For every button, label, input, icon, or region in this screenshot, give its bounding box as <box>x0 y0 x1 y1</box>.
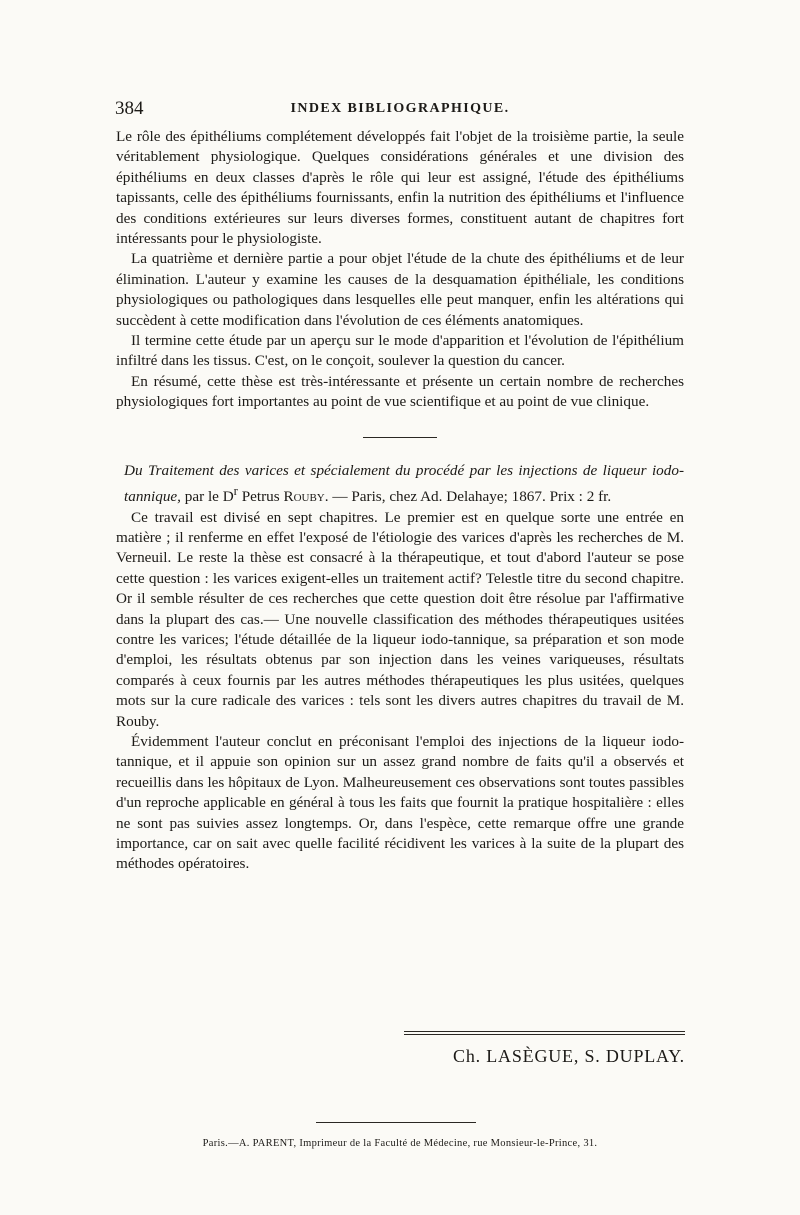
paragraph: La quatrième et dernière partie a pour objet l'étude de la chute des épithéliums et de leur élimination. L'auteur y examine les causes de la desquamation épithéliale, les conditions physiologiques ou pathologiques dans lesquelles elle peut manquer, enfin les altérations qui succèdent à cette modification dans l'évolution de ces éléments anatomiques. <box>116 250 684 329</box>
citation-superscript: r <box>233 484 238 499</box>
paragraph: Ce travail est divisé en sept chapitres. Le premier est en quelque sorte une entrée en matière ; il renferme en effet l'exposé de l'étiologie des varices d'après les recherches de M. Verneuil. Le reste la thèse est consacré à la thérapeutique, et tout d'abord l'auteur se pose cette question : les varices exigent-elles un traitement actif? Telestle titre du second chapitre. Or il semble résulter de ces recherches que cette question doit être résolue par l'affirmative dans la plupart des cas.— Une nouvelle classification des méthodes thérapeutiques usitées contre les varices; l'étude détaillée de la liqueur iodo-tannique, sa préparation et son mode d'emploi, les résultats obtenus par son injection dans les veines variqueuses, résultats comparés à ceux fournis par les autres méthodes thérapeutiques les plus usitées, quelques mots sur la cure radicale des varices : tels sont les divers autres chapitres du travail de M. Rouby. <box>116 508 684 730</box>
paragraph: Le rôle des épithéliums complétement développés fait l'objet de la troisième partie, la seule véritablement physiologique. Quelques considérations générales et une division des épithéliums en deux classes d'après le rôle qui leur est assigné, l'étude des épithéliums tapissants, celle des épithéliums fournissants, enfin la nutrition des épithéliums et l'influence des conditions extérieures sur leurs diverses formes, constituent autant de chapitres fort intéressants pour le physiologiste. <box>116 128 684 248</box>
citation-author-last: Rouby <box>283 488 325 506</box>
citation <box>116 461 684 508</box>
paragraph: Évidemment l'auteur conclut en préconisant l'emploi des injections de la liqueur iodo-tannique, et il appuie son opinion sur un assez grand nombre de faits qu'il a observés et recueillis dans les hôpitaux de Lyon. Malheureusement ces observations sont toutes passibles d'un reproche applicable en général à tous les faits que fournit la pratique hospitalière : elles ne sont pas suivies assez longtemps. Or, dans l'espèce, cette remarque offre une grande importance, car on sait avec quelle facilité récidivent les varices à la suite de la plupart des méthodes opératoires. <box>116 733 684 873</box>
paragraph: Il termine cette étude par un aperçu sur le mode d'apparition et l'évolution de l'épithélium infiltré dans les tissus. C'est, on le conçoit, soulever la question du cancer. <box>116 332 684 370</box>
paragraph: En résumé, cette thèse est très-intéressante et présente un certain nombre de recherches physiologiques fort importantes au point de vue scientifique et au point de vue clinique. <box>116 372 684 411</box>
page-number: 384 <box>115 98 144 119</box>
citation-by: par le D <box>180 488 234 506</box>
citation-publisher: . — Paris, chez Ad. Delahaye; 1867. Prix : 2 fr. <box>324 488 612 506</box>
citation-title: Du Traitement des varices et spécialement du procédé par les injections de liqueur iodo-tannique, <box>124 461 684 506</box>
section-divider <box>363 437 437 438</box>
signature: Ch. LASÈGUE, S. DUPLAY. <box>453 1046 685 1066</box>
footer-rule <box>316 1122 476 1123</box>
header-title: INDEX BIBLIOGRAPHIQUE. <box>290 101 510 116</box>
body-text <box>116 127 684 875</box>
citation-author-first: Petrus <box>237 488 284 506</box>
printer-imprint: Paris.—A. PARENT, Imprimeur de la Faculté de Médecine, rue Monsieur-le-Prince, 31. <box>202 1138 598 1149</box>
running-head <box>115 98 685 120</box>
signature-rule <box>404 1031 685 1035</box>
